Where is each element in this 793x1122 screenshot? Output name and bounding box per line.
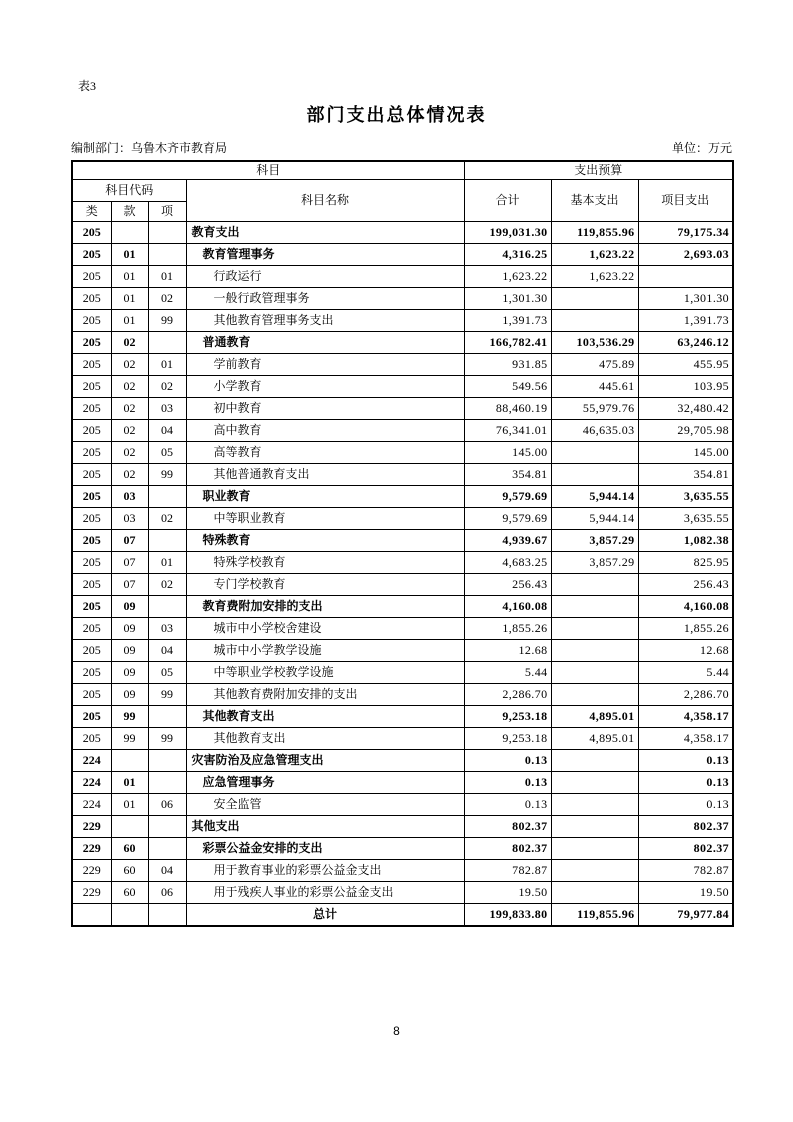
total-cell: 802.37 (464, 838, 551, 860)
total-cell: 4,683.25 (464, 552, 551, 574)
code-item-cell: 01 (148, 354, 186, 376)
header-budget: 支出预算 (464, 161, 733, 180)
code-class-cell: 205 (72, 552, 111, 574)
total-cell: 19.50 (464, 882, 551, 904)
basic-cell: 46,635.03 (551, 420, 638, 442)
code-section-cell: 60 (111, 882, 148, 904)
subject-name-cell: 灾害防治及应急管理支出 (186, 750, 464, 772)
code-item-cell: 02 (148, 288, 186, 310)
project-cell: 5.44 (638, 662, 733, 684)
subject-name-cell: 学前教育 (186, 354, 464, 376)
code-section-cell (111, 750, 148, 772)
header-subject-name: 科目名称 (186, 180, 464, 222)
total-cell: 12.68 (464, 640, 551, 662)
basic-cell: 445.61 (551, 376, 638, 398)
basic-cell (551, 596, 638, 618)
basic-cell (551, 310, 638, 332)
code-section-cell (111, 816, 148, 838)
project-cell: 2,286.70 (638, 684, 733, 706)
table-row (72, 420, 733, 442)
project-cell: 29,705.98 (638, 420, 733, 442)
basic-cell: 3,857.29 (551, 552, 638, 574)
basic-cell: 119,855.96 (551, 222, 638, 244)
project-cell: 79,977.84 (638, 904, 733, 927)
prepared-by-label: 编制部门：乌鲁木齐市教育局 (71, 141, 228, 155)
code-item-cell: 99 (148, 464, 186, 486)
code-class-cell: 224 (72, 750, 111, 772)
code-class-cell: 229 (72, 882, 111, 904)
basic-cell (551, 618, 638, 640)
basic-cell (551, 640, 638, 662)
project-cell: 4,358.17 (638, 728, 733, 750)
basic-cell (551, 288, 638, 310)
subject-name-cell: 中等职业教育 (186, 508, 464, 530)
code-item-cell: 05 (148, 662, 186, 684)
table-header (72, 161, 733, 222)
table-row (72, 332, 733, 354)
total-cell: 549.56 (464, 376, 551, 398)
project-cell: 145.00 (638, 442, 733, 464)
total-cell: 4,939.67 (464, 530, 551, 552)
project-cell: 782.87 (638, 860, 733, 882)
project-cell: 1,391.73 (638, 310, 733, 332)
subject-name-cell: 小学教育 (186, 376, 464, 398)
project-cell: 354.81 (638, 464, 733, 486)
code-class-cell: 205 (72, 618, 111, 640)
subject-name-cell: 其他教育费附加安排的支出 (186, 684, 464, 706)
basic-cell (551, 838, 638, 860)
basic-cell: 4,895.01 (551, 728, 638, 750)
total-cell: 166,782.41 (464, 332, 551, 354)
basic-cell (551, 750, 638, 772)
total-cell: 0.13 (464, 750, 551, 772)
basic-cell: 3,857.29 (551, 530, 638, 552)
subject-name-cell: 职业教育 (186, 486, 464, 508)
code-item-cell (148, 706, 186, 728)
table-row (72, 288, 733, 310)
subject-name-cell: 特殊学校教育 (186, 552, 464, 574)
project-cell: 3,635.55 (638, 486, 733, 508)
unit-label: 单位：万元 (671, 141, 732, 155)
page-number: 8 (393, 1024, 400, 1038)
code-section-cell: 07 (111, 552, 148, 574)
basic-cell: 1,623.22 (551, 266, 638, 288)
basic-cell (551, 882, 638, 904)
subject-name-cell: 一般行政管理事务 (186, 288, 464, 310)
code-class-cell: 205 (72, 530, 111, 552)
code-class-cell: 205 (72, 596, 111, 618)
table-row (72, 244, 733, 266)
basic-cell (551, 860, 638, 882)
project-cell: 0.13 (638, 772, 733, 794)
basic-cell (551, 684, 638, 706)
code-class-cell: 205 (72, 266, 111, 288)
code-item-cell (148, 750, 186, 772)
subject-name-cell: 城市中小学教学设施 (186, 640, 464, 662)
total-cell: 1,855.26 (464, 618, 551, 640)
code-class-cell: 205 (72, 662, 111, 684)
code-class-cell: 229 (72, 816, 111, 838)
code-class-cell: 224 (72, 772, 111, 794)
project-cell: 1,301.30 (638, 288, 733, 310)
total-cell: 0.13 (464, 794, 551, 816)
code-section-cell: 09 (111, 596, 148, 618)
table-row (72, 904, 733, 927)
table-row (72, 310, 733, 332)
header-subject: 科目 (72, 161, 464, 180)
code-section-cell: 01 (111, 794, 148, 816)
code-class-cell: 205 (72, 332, 111, 354)
project-cell: 32,480.42 (638, 398, 733, 420)
table-row (72, 574, 733, 596)
code-section-cell: 01 (111, 772, 148, 794)
total-cell: 782.87 (464, 860, 551, 882)
basic-cell: 4,895.01 (551, 706, 638, 728)
project-cell: 3,635.55 (638, 508, 733, 530)
header-project: 项目支出 (638, 180, 733, 222)
table-row (72, 354, 733, 376)
code-class-cell: 205 (72, 574, 111, 596)
code-class-cell: 205 (72, 398, 111, 420)
meta-row (71, 139, 732, 156)
basic-cell (551, 442, 638, 464)
total-cell: 199,833.80 (464, 904, 551, 927)
code-class-cell: 205 (72, 420, 111, 442)
project-cell: 455.95 (638, 354, 733, 376)
code-section-cell: 03 (111, 508, 148, 530)
project-cell: 12.68 (638, 640, 733, 662)
table-row (72, 376, 733, 398)
table-row (72, 772, 733, 794)
total-cell: 9,253.18 (464, 706, 551, 728)
code-item-cell: 03 (148, 618, 186, 640)
subject-name-cell: 初中教育 (186, 398, 464, 420)
code-section-cell: 02 (111, 420, 148, 442)
basic-cell (551, 662, 638, 684)
code-item-cell (148, 530, 186, 552)
code-section-cell: 02 (111, 398, 148, 420)
code-item-cell: 02 (148, 574, 186, 596)
total-cell: 802.37 (464, 816, 551, 838)
table-row (72, 860, 733, 882)
code-section-cell: 07 (111, 530, 148, 552)
code-item-cell: 99 (148, 684, 186, 706)
code-class-cell: 224 (72, 794, 111, 816)
total-cell: 2,286.70 (464, 684, 551, 706)
project-cell: 4,160.08 (638, 596, 733, 618)
basic-cell (551, 794, 638, 816)
code-section-cell: 02 (111, 464, 148, 486)
basic-cell (551, 574, 638, 596)
project-cell (638, 266, 733, 288)
code-item-cell: 02 (148, 376, 186, 398)
code-section-cell: 01 (111, 310, 148, 332)
table-row (72, 728, 733, 750)
code-item-cell: 05 (148, 442, 186, 464)
header-item: 项 (148, 202, 186, 222)
basic-cell: 475.89 (551, 354, 638, 376)
total-cell: 9,579.69 (464, 486, 551, 508)
basic-cell (551, 772, 638, 794)
total-cell: 9,253.18 (464, 728, 551, 750)
code-section-cell: 99 (111, 706, 148, 728)
total-cell: 256.43 (464, 574, 551, 596)
table-row (72, 706, 733, 728)
basic-cell: 5,944.14 (551, 508, 638, 530)
code-section-cell: 02 (111, 332, 148, 354)
project-cell: 19.50 (638, 882, 733, 904)
code-item-cell (148, 596, 186, 618)
subject-name-cell: 教育支出 (186, 222, 464, 244)
table-row (72, 442, 733, 464)
header-basic: 基本支出 (551, 180, 638, 222)
code-section-cell: 09 (111, 684, 148, 706)
code-section-cell: 07 (111, 574, 148, 596)
basic-cell: 55,979.76 (551, 398, 638, 420)
code-class-cell: 205 (72, 706, 111, 728)
subject-name-cell: 中等职业学校教学设施 (186, 662, 464, 684)
project-cell: 802.37 (638, 816, 733, 838)
subject-name-cell: 其他支出 (186, 816, 464, 838)
table-row (72, 222, 733, 244)
subject-name-cell: 城市中小学校舍建设 (186, 618, 464, 640)
table-row (72, 640, 733, 662)
page-title: 部门支出总体情况表 (306, 105, 487, 125)
total-cell: 5.44 (464, 662, 551, 684)
table-row (72, 684, 733, 706)
project-cell: 256.43 (638, 574, 733, 596)
code-class-cell: 205 (72, 244, 111, 266)
code-item-cell: 01 (148, 552, 186, 574)
code-item-cell: 06 (148, 882, 186, 904)
code-section-cell: 09 (111, 640, 148, 662)
code-class-cell: 205 (72, 684, 111, 706)
code-item-cell (148, 904, 186, 927)
project-cell: 0.13 (638, 794, 733, 816)
table-row (72, 838, 733, 860)
code-class-cell: 205 (72, 222, 111, 244)
project-cell: 1,082.38 (638, 530, 733, 552)
code-item-cell: 04 (148, 860, 186, 882)
code-section-cell: 03 (111, 486, 148, 508)
subject-name-cell: 彩票公益金安排的支出 (186, 838, 464, 860)
code-item-cell: 01 (148, 266, 186, 288)
code-class-cell: 205 (72, 310, 111, 332)
subject-name-cell: 行政运行 (186, 266, 464, 288)
basic-cell (551, 816, 638, 838)
code-section-cell: 01 (111, 244, 148, 266)
table-row (72, 816, 733, 838)
table-row (72, 464, 733, 486)
subject-name-cell: 特殊教育 (186, 530, 464, 552)
total-cell: 9,579.69 (464, 508, 551, 530)
code-item-cell (148, 838, 186, 860)
table-row (72, 398, 733, 420)
header-section: 款 (111, 202, 148, 222)
table-row (72, 486, 733, 508)
code-class-cell: 205 (72, 464, 111, 486)
total-cell: 1,623.22 (464, 266, 551, 288)
table-row (72, 750, 733, 772)
code-section-cell: 01 (111, 288, 148, 310)
project-cell: 63,246.12 (638, 332, 733, 354)
project-cell: 2,693.03 (638, 244, 733, 266)
subject-name-cell: 教育管理事务 (186, 244, 464, 266)
total-cell: 354.81 (464, 464, 551, 486)
code-item-cell (148, 332, 186, 354)
code-class-cell: 205 (72, 640, 111, 662)
subject-name-cell: 应急管理事务 (186, 772, 464, 794)
header-subject-code: 科目代码 (72, 180, 186, 202)
total-cell: 4,160.08 (464, 596, 551, 618)
code-class-cell: 229 (72, 838, 111, 860)
table-row (72, 662, 733, 684)
code-section-cell: 99 (111, 728, 148, 750)
table-row (72, 508, 733, 530)
code-item-cell: 02 (148, 508, 186, 530)
subject-name-cell: 总计 (186, 904, 464, 927)
code-class-cell: 205 (72, 486, 111, 508)
subject-name-cell: 用于教育事业的彩票公益金支出 (186, 860, 464, 882)
code-class-cell: 229 (72, 860, 111, 882)
table-row (72, 794, 733, 816)
subject-name-cell: 其他普通教育支出 (186, 464, 464, 486)
table-row (72, 618, 733, 640)
code-item-cell (148, 816, 186, 838)
code-class-cell: 205 (72, 442, 111, 464)
code-section-cell: 02 (111, 376, 148, 398)
subject-name-cell: 其他教育支出 (186, 706, 464, 728)
subject-name-cell: 普通教育 (186, 332, 464, 354)
project-cell: 103.95 (638, 376, 733, 398)
total-cell: 1,391.73 (464, 310, 551, 332)
subject-name-cell: 其他教育支出 (186, 728, 464, 750)
subject-name-cell: 用于残疾人事业的彩票公益金支出 (186, 882, 464, 904)
table-row (72, 530, 733, 552)
code-class-cell: 205 (72, 288, 111, 310)
project-cell: 79,175.34 (638, 222, 733, 244)
total-cell: 0.13 (464, 772, 551, 794)
code-item-cell (148, 772, 186, 794)
code-section-cell: 02 (111, 354, 148, 376)
code-class-cell: 205 (72, 354, 111, 376)
basic-cell: 103,536.29 (551, 332, 638, 354)
code-section-cell: 01 (111, 266, 148, 288)
subject-name-cell: 专门学校教育 (186, 574, 464, 596)
code-item-cell (148, 222, 186, 244)
subject-name-cell: 其他教育管理事务支出 (186, 310, 464, 332)
budget-table (71, 160, 734, 927)
total-cell: 931.85 (464, 354, 551, 376)
project-cell: 802.37 (638, 838, 733, 860)
project-cell: 825.95 (638, 552, 733, 574)
basic-cell: 5,944.14 (551, 486, 638, 508)
code-class-cell: 205 (72, 728, 111, 750)
code-item-cell: 99 (148, 310, 186, 332)
table-row (72, 596, 733, 618)
code-section-cell (111, 904, 148, 927)
basic-cell: 1,623.22 (551, 244, 638, 266)
subject-name-cell: 安全监管 (186, 794, 464, 816)
code-section-cell: 60 (111, 860, 148, 882)
code-item-cell: 04 (148, 420, 186, 442)
basic-cell: 119,855.96 (551, 904, 638, 927)
project-cell: 0.13 (638, 750, 733, 772)
code-section-cell: 09 (111, 662, 148, 684)
project-cell: 1,855.26 (638, 618, 733, 640)
project-cell: 4,358.17 (638, 706, 733, 728)
code-item-cell: 06 (148, 794, 186, 816)
code-item-cell (148, 486, 186, 508)
subject-name-cell: 高中教育 (186, 420, 464, 442)
total-cell: 76,341.01 (464, 420, 551, 442)
header-total: 合计 (464, 180, 551, 222)
table-body (72, 222, 733, 927)
code-item-cell: 99 (148, 728, 186, 750)
total-cell: 145.00 (464, 442, 551, 464)
code-item-cell: 04 (148, 640, 186, 662)
total-cell: 199,031.30 (464, 222, 551, 244)
total-cell: 4,316.25 (464, 244, 551, 266)
code-class-cell: 205 (72, 376, 111, 398)
header-class: 类 (72, 202, 111, 222)
code-class-cell (72, 904, 111, 927)
code-section-cell: 09 (111, 618, 148, 640)
subject-name-cell: 高等教育 (186, 442, 464, 464)
code-section-cell (111, 222, 148, 244)
total-cell: 88,460.19 (464, 398, 551, 420)
total-cell: 1,301.30 (464, 288, 551, 310)
table-label: 表3 (78, 79, 97, 93)
basic-cell (551, 464, 638, 486)
code-class-cell: 205 (72, 508, 111, 530)
code-section-cell: 02 (111, 442, 148, 464)
code-section-cell: 60 (111, 838, 148, 860)
table-row (72, 266, 733, 288)
code-item-cell: 03 (148, 398, 186, 420)
subject-name-cell: 教育费附加安排的支出 (186, 596, 464, 618)
table-row (72, 882, 733, 904)
code-item-cell (148, 244, 186, 266)
table-row (72, 552, 733, 574)
